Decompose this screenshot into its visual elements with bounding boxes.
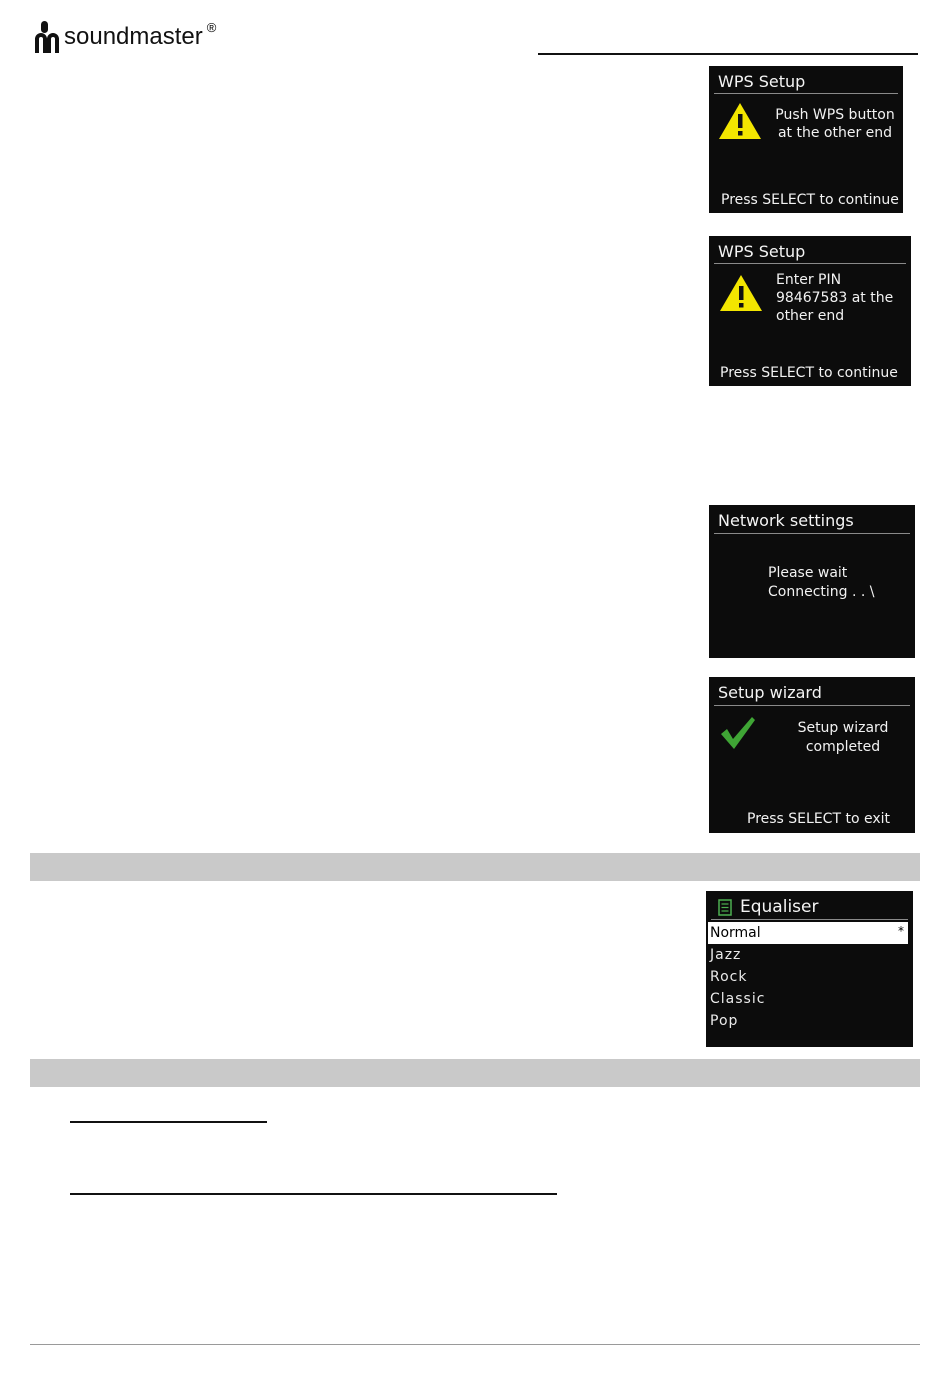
list-icon bbox=[718, 899, 732, 916]
screen-message: Setup wizard completed bbox=[797, 720, 889, 755]
screen-message: Enter PIN 98467583 at the other end bbox=[776, 272, 894, 324]
screen-title: Setup wizard bbox=[718, 683, 822, 702]
screen-title: WPS Setup bbox=[718, 242, 806, 261]
checkmark-icon bbox=[719, 715, 757, 751]
screen-title-rule bbox=[714, 705, 910, 706]
wps-pin-screen bbox=[709, 236, 911, 386]
header-rule bbox=[538, 53, 918, 55]
footer-rule bbox=[30, 1344, 920, 1345]
screen-title-rule bbox=[714, 533, 910, 534]
section-header-bar bbox=[30, 1059, 920, 1087]
setup-wizard-screen bbox=[709, 677, 915, 833]
screen-message: Push WPS button at the other end bbox=[775, 107, 895, 141]
subheading-underline bbox=[70, 1193, 557, 1195]
network-settings-screen bbox=[709, 505, 915, 658]
subheading-underline bbox=[70, 1121, 267, 1123]
screen-title-rule bbox=[714, 93, 898, 94]
soundmaster-logo-icon bbox=[32, 19, 62, 55]
wps-push-screen bbox=[709, 66, 903, 213]
screen-title-rule bbox=[714, 263, 906, 264]
equaliser-item-pop[interactable]: Pop bbox=[710, 1013, 739, 1029]
equaliser-screen bbox=[706, 891, 913, 1047]
equaliser-item-rock[interactable]: Rock bbox=[710, 969, 748, 985]
warning-icon bbox=[719, 274, 763, 312]
equaliser-list bbox=[708, 922, 908, 1032]
brand-logo bbox=[32, 18, 216, 56]
screen-message: Please wait Connecting . . \ bbox=[768, 565, 875, 600]
screen-title: WPS Setup bbox=[718, 72, 806, 91]
equaliser-item-jazz[interactable]: Jazz bbox=[710, 947, 742, 963]
screen-footer: Press SELECT to continue bbox=[721, 192, 899, 208]
screen-title-rule bbox=[711, 919, 908, 920]
equaliser-item-normal[interactable]: Normal * bbox=[708, 922, 908, 944]
selected-marker: * bbox=[898, 924, 904, 938]
equaliser-item-classic[interactable]: Classic bbox=[710, 991, 766, 1007]
screen-title: Equaliser bbox=[740, 897, 819, 917]
section-header-bar bbox=[30, 853, 920, 881]
warning-icon bbox=[718, 102, 762, 140]
registered-mark: ® bbox=[206, 20, 217, 35]
screen-footer: Press SELECT to continue bbox=[720, 365, 898, 381]
screen-footer: Press SELECT to exit bbox=[747, 811, 890, 827]
screen-title: Network settings bbox=[718, 511, 854, 530]
brand-name: soundmaster bbox=[64, 23, 203, 50]
